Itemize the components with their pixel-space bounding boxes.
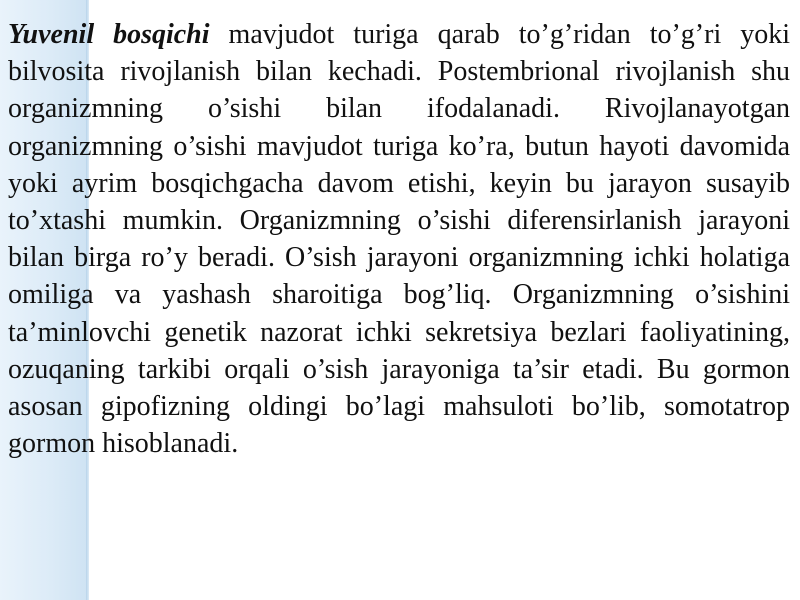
body-paragraph: [8, 16, 790, 462]
paragraph-body: mavjudot turiga qarab to’g’ridan to’g’ri yoki bilvosita rivojlanish bilan kechadi. Postembrional rivojlanish shu organizmning o’sishi bilan ifodalanadi. Rivojlanayotgan organizmning o’sishi mavjudot turiga ko’ra, butun hayoti davomida yoki ayrim bosqichgacha davom etishi, keyin bu jarayon susayib to’xtashi mumkin. Organizmning o’sishi diferensirlanish jarayoni bilan birga ro’y beradi. O’sish jarayoni organizmning ichki holatiga omiliga va yashash sharoitiga bog’liq. Organizmning o’sishini ta’minlovchi genetik nazorat ichki sekretsiya bezlari faoliyatining, ozuqaning tarkibi orqali o’sish jarayoniga ta’sir etadi. Bu gormon asosan gipofizning oldingi bo’lagi mahsuloti bo’lib, somotatrop gormon hisoblanadi.: [8, 19, 791, 460]
lead-term: Yuvenil bosqichi: [8, 19, 210, 50]
